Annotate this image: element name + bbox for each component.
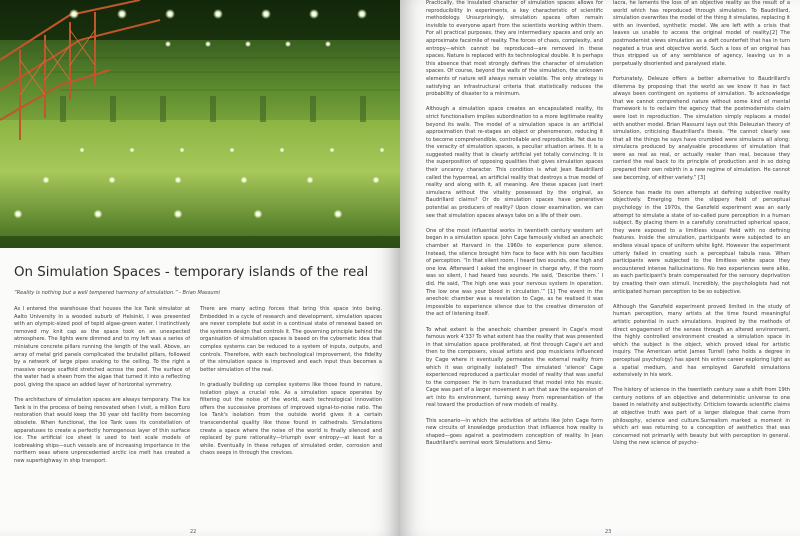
paragraph: Although a simulation space creates an encapsulated reality, its strict functionalism implies subordination to a more legitimate reality beyond its walls. The model of a simulation space is an artificial approximation that re-stages an object or phenomenon, reducing it to become comprehendible, controllable and reproducible. Yet due to the veracity of simulation spaces, a peculiar situation arises. It is a suggested reality that is clearly artificial yet totally convincing. It is the superposition of opposing qualities that gives simulation spaces their uncanny character. This condition is what Jean Baudrillard called the hyperreal, an artificial reality that destroys a true model of reality and along with it, all meaning. Are these spaces just inert simulacra without the vitality possessed by the original, as Baudrillard claims? Or do simulation spaces have generative potential as producers of reality? Upon closer examination, we can see that simulation spaces always take on a life of their own. xyxy=(426,106,603,219)
paragraph: This scenario—in which the activities of artists like John Cage form new circuits of knowledge production that influence how reality is shaped—goes against a postmodern conception of reality. In Jean Baudrillard's seminal work Simulations and Simu- xyxy=(426,417,603,447)
paragraph: To what extent is the anechoic chamber present in Cage's most famous work 4’33? To what extent has the reality that was presented in that simulation space proliferated, at first through Cage's art and then to the composers, visual artists and pop musicians influenced by Cage where it eventually permeates the external reality from which it was originally isolated? The simulated 'silence' Cage experienced reproduced a particular model of reality that was useful to the composer. He in turn transduced that model into his music. Cage was part of a larger movement in art that saw the expansion of art into its environment, turning away from representation of the real toward the production of new models of reality. xyxy=(426,326,603,409)
page-number: 23 xyxy=(605,529,612,535)
left-column-1 xyxy=(14,306,190,532)
paragraph: The architecture of simulation spaces are always temporary. The Ice Tank is in the process of being renovated when I visit, a million Euro restoration that would keep the 30 year old facility from becoming obsolete. When functional, the Ice Tank uses its constellation of apparatuses to create a perfectly homogenous layer of thin surface ice. The artificial ice sheet is used to test scale models of icebreaking ships—such vessels are of increasing importance in the northern seas where unprecedented arctic ice melt has created a new superhighway in ship transport. xyxy=(14,397,190,464)
paragraph: One of the most influential works in twentieth century western art began in a simulation space. John Cage famously visited an anechoic chamber at Harvard in the 1960s to experience pure silence. Instead, the silence brought him face to face with his own faculties of perception. “In that silent room, I heard two sounds, one high and one low. Afterward I asked the engineer in charge why, if the room was so silent, I had heard two sounds. He said, ‘Describe them.’ I did. He said, ‘The high one was your nervous system in operation. The low one was your blood in circulation.’” [1] The event in the anechoic chamber was a revelation to Cage, as he realised it was impossible to experience silence due to the creative dimension of the act of listening itself. xyxy=(426,227,603,318)
left-column-2 xyxy=(200,306,382,532)
paragraph: Science has made its own attempts at defining subjective reality objectively. Emerging from the slippery field of perceptual psychology in the 1970s, the Ganzfeld experiment was an early attempt to simulate a state of so-called pure perception in a human subject. By placing them in a carefully constructed spherical space, they were exposed to a limitless visual field with no defining features. Inside the simulation, participants were subjected to an endless visual space of uniform white light. However the experiment utterly failed in creating such a perceptual tabula rasa. When participants were subjected to the limitless white space they encountered intense hallucinations. No two experiences were alike, as each participant's brain compensated for the sensory deprivation by creating their own stimuli. Incredibly, the psychologists had not anticipated human perception to be so subjective. xyxy=(613,189,790,295)
paragraph: As I entered the warehouse that houses the Ice Tank simulator at Aalto University in a wooded suburb of Helsinki, I was presented with an olympic-sized pool of tepid algae-green water. I instinctively removed my knit cap as the space took on an unexpected atmosphere. The lights were dimmed and to my left was a series of miniature concrete pillars running the length of the wall. Above, an array of metal grid panels complicated the brutalist pillars, followed by a network of large pipes snaking to the ceiling. To the right a massive orange scaffold stretched across the pool. The surface of the water had a sheen from the algae that turned it into a reflecting pool, giving the space an added layer of horizontal symmetry. xyxy=(14,306,190,388)
right-column-1 xyxy=(426,0,603,530)
paragraph: In gradually building up complex systems like those found in nature, isolation plays a crucial role. As a simulation space operates by filtering out the noise of the world, each technological innovation offers the successive promises of improved signal-to-noise ratio. The Ice Tank's isolation from the outside world gives it a certain transcendental quality like those found in cathedrals. Simulations create a space where the noise of the world is finally silenced and replaced by pure rationality—triumph over entropy—at least for a while. Eventually in these refuges of simulated order, corrosion and chaos seeps in through the crevices. xyxy=(200,381,382,457)
paragraph: Although the Ganzfeld experiment proved limited in the study of human perception, many artists at the time found meaningful artistic potential in such simulations. Inspired by the methods of direct engagement of the senses through an altered environment, the highly controlled environment created a simulation space in which the subject is the object, which proved ideal for artistic inquiry. The American artist James Turrell (who holds a degree in perceptual psychology) has spent his entire career exploring light as a spatial medium, and has employed Ganzfeld simulations extensively in his work. xyxy=(613,303,790,379)
right-column-2 xyxy=(613,0,790,530)
paragraph: Fortunately, Deleuze offers a better alternative to Baudrillard's dilemma by proposing that the world as we know it has in fact always been contingent on systems of simulation. To acknowledge that we cannot comprehend nature without some kind of mental framework is to reclaim the agency that the postmodernists claim were lost in reproduction. The simulation simply replaces a model with another model. Brian Massumi lays out this Deleuzian theory of simulation, criticising Baudrillard's thesis. “He cannot clearly see that all the things he says have crumbled were simulacra all along: simulacra produced by analysable procedures of simulation that were as real as real, or actually realer than real, because they carried the real back to its principle of production and in so doing prepared their own rebirth in a new regime of simulation. He cannot see becoming, of either variety.” [3] xyxy=(613,75,790,181)
paragraph: Practically, the insulated character of simulation spaces allows for reproducibility in experiments, a key characteristic of scientific methodology. Unsurprisingly, simulation spaces often remain invisible to everyone apart from the scientists working within them. For all practical purposes, they are intermediary spaces and only an approximate facsimile of reality. The forces of chaos, complexity, and entropy—which cannot be reproduced—are removed in these spaces. Nature is replaced with its technological double. It is perhaps this absence that most strongly defines the character of simulation spaces. Of course, beyond the walls of the simulation, the unknown elements of nature will always remain volatile. The only strategy is satisfying an infrastructural criteria that statistically reduces the probability of disaster to a minimum. xyxy=(426,0,603,98)
paragraph: lacra, he laments the loss of an objective reality as the result of a world which has reproduced through simulation. To Baudrillard, simulation overwrites the model of the thing it simulates, replacing it with an invented, synthetic model. We are left with a crisis that leaves us unable to access the original model of reality.[2] The postmodernist views simulation as a deft counterfeit that has in turn negated a true and objective world. Such a loss of an original has thus stripped us of any semblance of agency, leaving us in a perpetually disoriented and paralysed state. xyxy=(613,0,790,67)
epigraph-quote: “Reality is nothing but a well tempered harmony of simulation.” - Brian Massumi xyxy=(14,290,220,296)
right-page xyxy=(400,0,800,536)
article-title: On Simulation Spaces - temporary islands of the real xyxy=(14,265,369,280)
paragraph: There are many acting forces that bring this space into being. Embedded in a cycle of research and development, simulation spaces are never complete but exist in a continual state of renewal based on the systems design that controls it. The governing principle behind the organisation of simulation spaces is based on the cybernetic idea that complex systems can be reduced to a system of inputs, outputs, and controls. Therefore, with each technological improvement, the fidelity of the simulation space is improved and each input thus becomes a better simulation of the real. xyxy=(200,306,382,373)
page-number: 22 xyxy=(190,529,197,535)
paragraph: The history of science in the twentieth century saw a shift from 19th century notions of an objective and deterministic universe to one based in relativity and subjectivity. Criticism towards scientific claims at objective truth was part of a larger dialogue that came from philosophy, science and culture.Surrealism marked a moment in which art was returning to a conception of aesthetics that was concerned not primarily with beauty but with perception in general. Using the new science of psycho- xyxy=(613,387,790,447)
ice-tank-photo xyxy=(0,0,400,248)
